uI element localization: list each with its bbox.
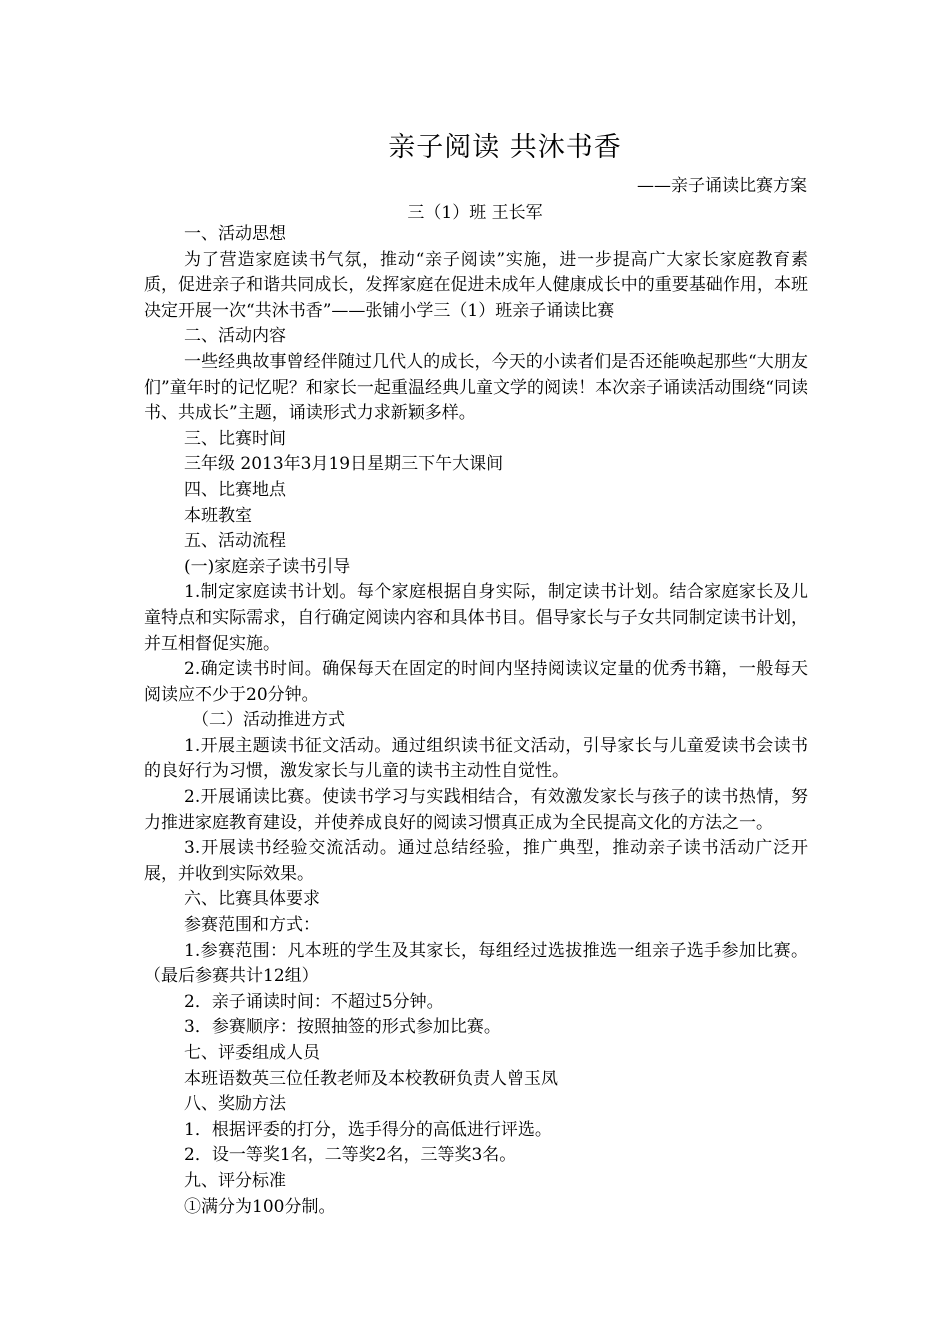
paragraph: 1.制定家庭读书计划。每个家庭根据自身实际，制定读书计划。结合家庭家长及儿童特点和实际需求，自行确定阅读内容和具体书目。倡导家长与子女共同制定读书计划，并互相督促实施。: [144, 582, 808, 654]
paragraph: 三年级 2013年3月19日星期三下午大课间: [184, 454, 504, 475]
paragraph: 2．设一等奖1名，二等奖2名，三等奖3名。: [184, 1145, 517, 1166]
paragraph: 一些经典故事曾经伴随过几代人的成长，今天的小读者们是否还能唤起那些“大朋友们”童年时的记忆呢？和家长一起重温经典儿童文学的阅读！本次亲子诵读活动围绕“同读书、共成长”主题，诵读形式力求新颖多样。: [144, 351, 808, 424]
paragraph: 本班语数英三位任教老师及本校教研负责人曾玉凤: [184, 1068, 558, 1089]
document-title: 亲子阅读 共沐书香: [388, 132, 622, 163]
paragraph: 3.开展读书经验交流活动。通过总结经验，推广典型，推动亲子读书活动广泛开展，并收到实际效果。: [144, 838, 808, 884]
document-body: [144, 222, 808, 1220]
section-heading: 五、活动流程: [184, 531, 286, 552]
paragraph: 2.开展诵读比赛。使读书学习与实践相结合，有效激发家长与孩子的读书热情，努力推进家庭教育建设，并使养成良好的阅读习惯真正成为全民提高文化的方法之一。: [144, 787, 808, 833]
section-heading: 三、比赛时间: [184, 428, 286, 449]
section-heading: 八、奖励方法: [184, 1094, 286, 1115]
subsection-heading: (一)家庭亲子读书引导: [184, 556, 351, 577]
paragraph: 2.确定读书时间。确保每天在固定的时间内坚持阅读议定量的优秀书籍，一般每天阅读应不少于20分钟。: [144, 659, 808, 705]
paragraph: 2．亲子诵读时间：不超过5分钟。: [184, 991, 444, 1012]
section-heading: 六、比赛具体要求: [184, 889, 320, 910]
section-heading: 二、活动内容: [184, 326, 286, 347]
section-heading: 七、评委组成人员: [184, 1043, 320, 1063]
document-subtitle: ——亲子诵读比赛方案: [637, 176, 807, 196]
paragraph: 本班教室: [184, 505, 252, 526]
paragraph: 1．根据评委的打分，选手得分的高低进行评选。: [184, 1119, 552, 1140]
paragraph: 为了营造家庭读书气氛，推动“亲子阅读”实施，进一步提高广大家长家庭教育素质，促进亲子和谐共同成长，发挥家庭在促进未成年人健康成长中的重要基础作用，本班决定开展一次“共沐书香”——张铺小学三（1）班亲子诵读比赛: [144, 249, 808, 321]
section-heading: 九、评分标准: [184, 1170, 286, 1191]
document-author: 三（1）班 王长军: [407, 203, 543, 223]
paragraph: 1.开展主题读书征文活动。通过组织读书征文活动，引导家长与儿童爱读书会读书的良好行为习惯，激发家长与儿童的读书主动性自觉性。: [144, 735, 808, 782]
subsection-heading: （二）活动推进方式: [192, 710, 345, 731]
paragraph: 1.参赛范围：凡本班的学生及其家长，每组经过选拔推选一组亲子选手参加比赛。（最后参赛共计12组）: [144, 940, 808, 987]
paragraph: ①满分为100分制。: [184, 1196, 336, 1217]
section-heading: 四、比赛地点: [184, 479, 286, 500]
section-heading: 一、活动思想: [184, 224, 286, 244]
paragraph: 3．参赛顺序：按照抽签的形式参加比赛。: [184, 1017, 501, 1038]
paragraph: 参赛范围和方式：: [184, 915, 320, 936]
